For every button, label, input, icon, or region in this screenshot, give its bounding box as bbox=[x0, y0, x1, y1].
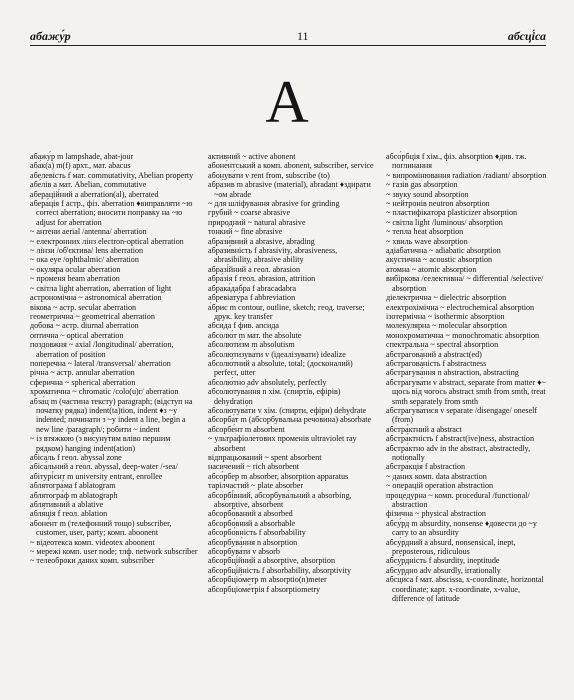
dictionary-entry: абза́ц m (частина тексту) paragraph; (відступ на початку рядка) indent(ta)tion, indent ♦з ~у indented; починати з ~у indent a line, begin a new line /paragraph/; робити ~ indent bbox=[30, 396, 193, 434]
dictionary-entry: ~ звуку sound absorption bbox=[386, 189, 469, 199]
dictionary-entry: абсорбо́вний a absorbable bbox=[208, 518, 296, 528]
dictionary-entry: акустична ~ acoustic absorption bbox=[386, 255, 493, 265]
dictionary-columns bbox=[30, 152, 550, 692]
page-number: 11 bbox=[297, 29, 309, 43]
dictionary-entry: абсорбо́ваний a absorbed bbox=[208, 509, 293, 519]
dictionary-entry: ~ ультрафіолетових променів ultraviolet ray absorbent bbox=[208, 434, 357, 453]
dictionary-entry: абера́ція f астр., фіз. aberration ♦виправляти ~ю correct aberration; вносити поправку на ~ю adjust for aberration bbox=[30, 199, 193, 227]
dictionary-entry: ~ ока eye /ophthalmic/ aberration bbox=[30, 255, 139, 265]
dictionary-entry: річна ~ астр. annular aberration bbox=[30, 368, 135, 378]
dictionary-entry: відпрацьований ~ spent absorbent bbox=[208, 453, 322, 462]
dictionary-entry: абоне́нтський a комп. abonent, subscriber, service bbox=[208, 161, 374, 171]
dictionary-entry: природний ~ natural abrasive bbox=[208, 217, 306, 227]
dictionary-entry: процедурна ~ комп. procedural /functional/ abstraction bbox=[386, 490, 530, 510]
dictionary-entry: діелектрична ~ dielectric absorption bbox=[386, 293, 507, 303]
dictionary-entry: абсорбі́вний, абсорбува́льний a absorbing, absorptive, absorbent bbox=[208, 490, 352, 510]
dictionary-entry: абсолюти́зм m absolutism bbox=[208, 340, 295, 350]
dictionary-entry: абсорбціоме́трія f absorptiometry bbox=[208, 584, 321, 594]
header-rule bbox=[30, 45, 546, 46]
dictionary-entry: ~ світла light aberration, aberration of light bbox=[30, 283, 172, 293]
dictionary-entry: ~ випромінювання radiation /radiant/ absorption bbox=[386, 170, 547, 180]
dictionary-entry: ~ даних комп. data abstraction bbox=[386, 471, 487, 481]
dictionary-entry: поздовжня ~ axial /longitudinal/ aberration, aberration of position bbox=[30, 340, 174, 359]
header-left-guide-word: абажу́р bbox=[30, 29, 71, 43]
dictionary-entry: ~ нейтронів neutron absorption bbox=[386, 199, 490, 209]
dictionary-entry: абразі́йний a геол. abrasion bbox=[208, 264, 301, 274]
dictionary-entry: ~ газів gas absorption bbox=[386, 180, 458, 190]
header-right-guide-word: абсці́са bbox=[507, 29, 546, 43]
dictionary-entry: електрохімічна ~ electrochemical absorption bbox=[386, 302, 535, 312]
section-letter: A bbox=[265, 69, 309, 135]
dictionary-entry: а́брис m contour, outline, sketch; геод. traverse; друк. key transfer bbox=[208, 302, 365, 321]
dictionary-entry: ~ електронних лінз electron-optical aberration bbox=[30, 236, 184, 246]
dictionary-entry: молекулярна ~ molecular absorption bbox=[386, 321, 507, 331]
dictionary-entry: ~ операцій operation abstraction bbox=[386, 481, 494, 491]
dictionary-entry: сферична ~ spherical aberration bbox=[30, 377, 136, 387]
dictionary-entry: ~ для шліфування abrasive for grinding bbox=[208, 199, 340, 209]
dictionary-column-2 bbox=[208, 152, 376, 594]
dictionary-entry: ~ хвиль wave absorption bbox=[386, 236, 468, 246]
dictionary-entry: абстра́кція f abstraction bbox=[386, 462, 466, 472]
dictionary-entry: абсо́рбер m absorber, absorption apparatus bbox=[208, 471, 349, 481]
dictionary-entry: оптична ~ optical aberration bbox=[30, 330, 124, 340]
dictionary-entry: ~ лінзи /об'єктива/ lens aberration bbox=[30, 246, 144, 256]
dictionary-entry: тонкий ~ fine abrasive bbox=[208, 227, 283, 237]
dictionary-entry: абревіату́ра f abbreviation bbox=[208, 293, 296, 303]
page-header bbox=[30, 29, 546, 43]
dictionary-entry: абсолю́тно adv absolutely, perfectly bbox=[208, 377, 327, 387]
dictionary-entry: абсорбці́йний a absorptive, absorption bbox=[208, 556, 335, 566]
dictionary-entry: ~ тепла heat absorption bbox=[386, 227, 464, 237]
dictionary-entry: вибіркова /селективна/ ~ differential /selective/ absorption bbox=[386, 274, 544, 293]
dictionary-entry: абра́зія f геол. abrasion, attrition bbox=[208, 274, 316, 284]
dictionary-entry: аблятогра́ф m ablatograph bbox=[30, 490, 118, 500]
dictionary-entry: абля́ція f геол. ablation bbox=[30, 509, 108, 519]
dictionary-entry: аба́к(а) m(f) архт., мат. abacus bbox=[30, 161, 131, 171]
dictionary-entry: атомна ~ atomic absorption bbox=[386, 264, 477, 274]
dictionary-entry: аблятивний a ablative bbox=[30, 500, 104, 510]
dictionary-entry: ~ телеоброки даних комп. subscriber bbox=[30, 556, 155, 566]
dictionary-entry: поперечна ~ lateral /transversal/ aberration bbox=[30, 358, 171, 368]
dictionary-entry: тарілчастий ~ plate absorber bbox=[208, 481, 304, 491]
dictionary-entry: насичений ~ rich absorbent bbox=[208, 462, 300, 472]
dictionary-entry: фізична ~ physical abstraction bbox=[386, 509, 486, 519]
dictionary-entry: абра́зив m abrasive (material), abradant ♦здирати ~ом abrade bbox=[208, 180, 371, 199]
dictionary-entry: абсу́рд m absurdity, nonsense ♦довести до ~у carry to an absurdity bbox=[386, 518, 537, 538]
dictionary-entry: ~ світла light /luminous/ absorption bbox=[386, 217, 503, 227]
dictionary-entry: ~ антени aerial /antenna/ aberration bbox=[30, 227, 147, 237]
dictionary-column-1 bbox=[30, 152, 198, 566]
dictionary-entry: абажу́р m lampshade, abat-jour bbox=[30, 152, 134, 161]
dictionary-entry: абстрагова́ний a abstract(ed) bbox=[386, 349, 482, 359]
dictionary-entry: добова ~ астр. diurnal aberration bbox=[30, 321, 139, 331]
dictionary-entry: ~ мережі комп. user node; тлф. network subscriber bbox=[30, 547, 198, 557]
dictionary-entry: ~ пластифікатора plasticizer absorption bbox=[386, 208, 518, 218]
dictionary-entry: ~ відеотекса комп. videotex aboonent bbox=[30, 537, 155, 547]
dictionary-entry: ~ окуляра ocular aberration bbox=[30, 264, 121, 274]
dictionary-entry: абонува́ти v rent from, subscribe (to) bbox=[208, 170, 330, 180]
dictionary-entry: абсида f фив. апсида bbox=[208, 321, 279, 331]
dictionary-entry: аблятогра́ма f ablatogram bbox=[30, 481, 116, 491]
dictionary-entry: активний ~ active abonent bbox=[208, 152, 296, 161]
dictionary-entry: монохроматична ~ monochromatic absorption bbox=[386, 330, 540, 340]
dictionary-entry: хроматична ~ chromatic /colo(u)r/ aberration bbox=[30, 387, 179, 397]
dictionary-entry: абсорбе́нт m absorbent bbox=[208, 424, 285, 434]
dictionary-entry: абсци́са f мат. abscissa, x-coordinate, horizontal coordinate; карт. x-coordinate, x-value, difference of latitude bbox=[386, 575, 544, 604]
dictionary-entry: абіса́льний a геол. abyssal, deep-water /-sea/ bbox=[30, 462, 178, 472]
dictionary-entry: абсолютува́ння n хім. (спиртів, ефірів) dehydration bbox=[208, 387, 341, 406]
dictionary-entry: абсолю́тний a absolute, total; (досконалий) perfect, utter bbox=[208, 358, 353, 378]
dictionary-entry: абсолютизува́ти v (ідеалізувати) idealize bbox=[208, 349, 346, 359]
dictionary-entry: астрономічна ~ astronomical aberration bbox=[30, 293, 162, 303]
dictionary-entry: абе́лів а мат. Abelian, commutative bbox=[30, 180, 147, 190]
dictionary-entry: абсолю́т m мат. the absolute bbox=[208, 330, 302, 340]
dictionary-entry: абстрагува́ти v abstract, separate from matter ♦~ щось від чогось abstract smth from smth, treat smth separately from smth bbox=[386, 377, 546, 406]
dictionary-entry: абстрагова́ність f abstractness bbox=[386, 358, 487, 368]
dictionary-entry: адіабатична ~ adiabatic absorption bbox=[386, 246, 501, 256]
dictionary-entry: абрази́вний a abrasive, abrading bbox=[208, 236, 315, 246]
dictionary-entry: абстра́ктно adv in the abstract, abstractedly, notionally bbox=[386, 443, 531, 462]
dictionary-entry: ~ променя beam aberration bbox=[30, 274, 120, 284]
dictionary-entry: абрака́дабра f abracadabra bbox=[208, 283, 297, 293]
dictionary-entry: абсу́рдність f absurdity, ineptitude bbox=[386, 556, 500, 566]
dictionary-entry: абсу́рдний a absurd, nonsensical, inept, preposterous, ridiculous bbox=[386, 537, 516, 557]
dictionary-entry: абсу́рдно adv absurdly, irrationally bbox=[386, 565, 501, 575]
dictionary-entry: абстрагува́ння n abstraction, abstracting bbox=[386, 368, 519, 378]
dictionary-entry: аберацій́ний a aberration(al), aberrated bbox=[30, 189, 159, 199]
dictionary-entry: грубий ~ coarse abrasive bbox=[208, 208, 291, 218]
dictionary-column-3 bbox=[386, 152, 554, 604]
dictionary-entry: абстрагува́тися v separate /disengage/ oneself (from) bbox=[386, 405, 538, 425]
dictionary-entry: абстра́ктність f abstract(ive)ness, abstraction bbox=[386, 434, 535, 444]
dictionary-entry: абітурі́єнт m university entrant, enrollee bbox=[30, 471, 163, 481]
dictionary-entry: абсолютува́ти v хім. (спирти, ефіри) dehydrate bbox=[208, 405, 367, 415]
dictionary-entry: абсорбо́вність f absorbability bbox=[208, 528, 306, 538]
dictionary-entry: абісаль f геол. abyssal zone bbox=[30, 453, 122, 462]
dictionary-entry: ізотермічна ~ isothermic absorption bbox=[386, 311, 505, 321]
dictionary-entry: вікова ~ астр. secular aberration bbox=[30, 302, 137, 312]
dictionary-entry: спектральна ~ spectral absorption bbox=[386, 340, 499, 350]
dictionary-entry: абелевість f мат. commutativity, Abelian property bbox=[30, 170, 194, 180]
dictionary-entry: абсорба́т m (абсорбувальна речовина) absorbate bbox=[208, 415, 372, 425]
dictionary-entry: абсо́рбція f хім., фіз. absorption ♦див. тж. поглинання bbox=[386, 152, 527, 171]
dictionary-entry: абоне́нт m (телефонний тощо) subscriber, customer, user, party; комп. aboonent bbox=[30, 518, 172, 538]
dictionary-entry: ~ із втяжкою (з висунутим вліво першим рядком) hanging indent(ation) bbox=[30, 434, 171, 453]
dictionary-entry: абрази́вність f abrasivity, abrasiveness, abrasibility, abrasive ability bbox=[208, 246, 338, 265]
dictionary-entry: геометрична ~ geometrical aberration bbox=[30, 311, 155, 321]
dictionary-entry: абсорбці́йність f absorbability, absorptivity bbox=[208, 565, 352, 575]
dictionary-entry: абсорбува́ти v absorb bbox=[208, 547, 280, 557]
dictionary-entry: абсорбува́ння n absorption bbox=[208, 537, 298, 547]
dictionary-entry: абстра́ктний a abstract bbox=[386, 424, 462, 434]
dictionary-entry: абсорбціо́метр m absorptio(n)meter bbox=[208, 575, 327, 585]
